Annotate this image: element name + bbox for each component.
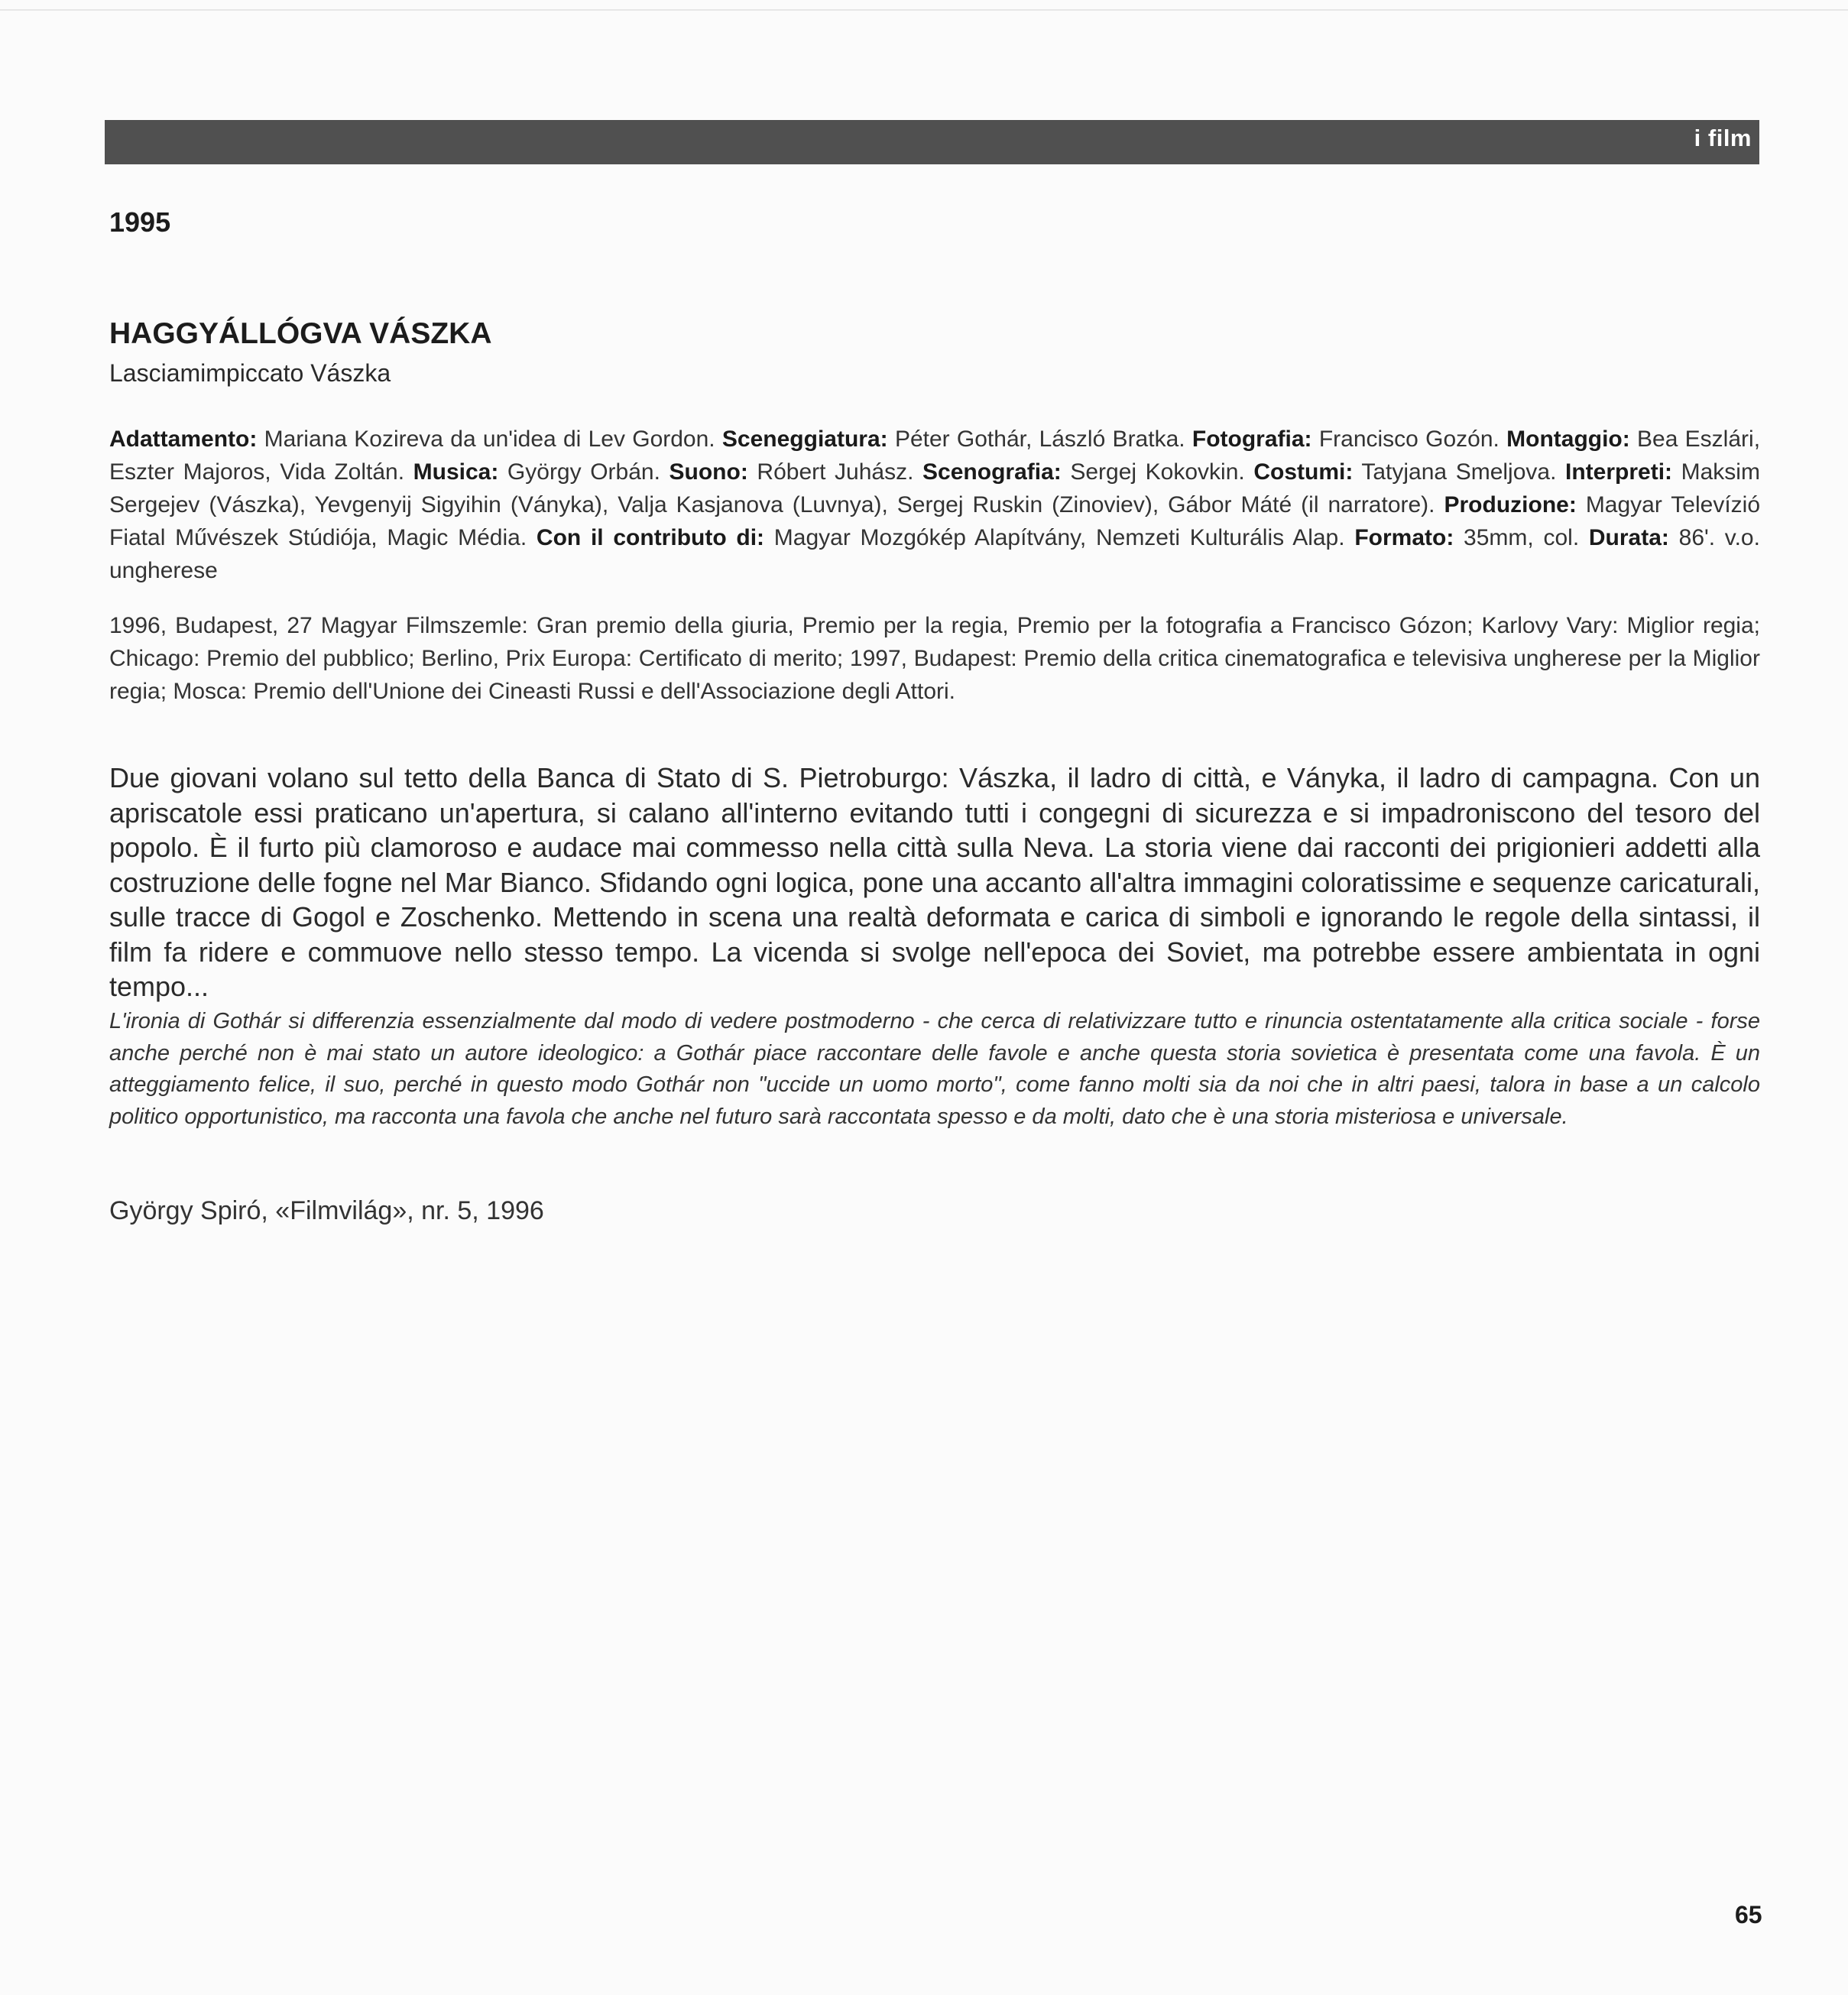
quote-source: György Spiró, «Filmvilág», nr. 5, 1996 (109, 1196, 544, 1225)
credit-value: Maksim Sergejev (Vászka), Yevgenyij Sigyihin (Ványka), Valja Kasjanova (Luvnya), Sergej Ruskin (Zinoviev), Gábor Máté (il narratore). (109, 459, 1760, 517)
credit-value: Tatyjana Smeljova. (1361, 459, 1557, 485)
credit-value: Sergej Kokovkin. (1070, 459, 1245, 485)
credit-value: Magyar Televízió Fiatal Művészek Stúdiója, Magic Média. (109, 492, 1760, 550)
credit-value: Magyar Mozgókép Alapítvány, Nemzeti Kulturális Alap. (773, 525, 1345, 550)
credit-label: Fotografia: (1191, 427, 1312, 452)
top-rule (0, 9, 1848, 11)
credit-label: Suono: (669, 459, 748, 485)
credit-value: 35mm, col. (1464, 525, 1580, 550)
credit-label: Sceneggiatura: (721, 427, 888, 452)
credit-label: Durata: (1588, 525, 1669, 550)
credit-value: György Orbán. (507, 459, 660, 485)
film-subtitle: Lasciamimpiccato Vászka (109, 359, 391, 387)
section-label: i film (1694, 125, 1752, 151)
credit-value: Róbert Juhász. (757, 459, 914, 485)
credit-label: Montaggio: (1506, 427, 1630, 452)
credit-label: Formato: (1354, 525, 1454, 550)
section-header-bar (105, 120, 1759, 164)
film-title: HAGGYÁLLÓGVA VÁSZKA (109, 317, 492, 350)
credit-value: 86'. v.o. ungherese (109, 525, 1760, 583)
credit-label: Produzione: (1444, 492, 1577, 517)
credit-value: Francisco Gozón. (1318, 427, 1499, 452)
credit-label: Musica: (413, 459, 499, 485)
page-number: 65 (1735, 1901, 1762, 1928)
credit-label: Adattamento: (109, 427, 258, 452)
credits-block (109, 423, 1760, 587)
credit-value: Péter Gothár, László Bratka. (894, 427, 1185, 452)
credit-value: Mariana Kozireva da un'idea di Lev Gordon. (264, 427, 715, 452)
credit-label: Interpreti: (1565, 459, 1673, 485)
credit-label: Scenografia: (922, 459, 1062, 485)
awards-paragraph: 1996, Budapest, 27 Magyar Filmszemle: Gran premio della giuria, Premio per la regia, Premio per la fotografia a Francisco Gózon; Karlovy Vary: Miglior regia; Chicago: Premio del pubblico; Berlino, Prix Europa: Certificato di merito; 1997, Budapest: Premio della critica cinematografica e televisiva ungherese per la Miglior regia; Mosca: Premio dell'Unione dei Cineasti Russi e dell'Associazione degli Attori. (109, 613, 1760, 704)
critic-quote: L'ironia di Gothár si differenzia essenzialmente dal modo di vedere postmoderno - che cerca di relativizzare tutto e rinuncia ostentatamente alla critica sociale - forse anche perché non è mai stato un autore ideologico: a Gothár piace raccontare delle favole e anche questa storia sovietica è presentata come una favola. È un atteggiamento felice, il suo, perché in questo modo Gothár non "uccide un uomo morto", come fanno molti sia da noi che in altri paesi, talora in base a un calcolo politico opportunistico, ma racconta una favola che anche nel futuro sarà raccontata spesso e da molti, dato che è una storia misteriosa e universale. (109, 1009, 1760, 1129)
credit-value: Bea Eszlári, Eszter Majoros, Vida Zoltán. (109, 427, 1761, 485)
credit-label: Costumi: (1253, 459, 1354, 485)
film-year: 1995 (109, 206, 171, 238)
credit-label: Con il contributo di: (536, 525, 765, 550)
synopsis-paragraph: Due giovani volano sul tetto della Banca di Stato di S. Pietroburgo: Vászka, il ladro di città, e Ványka, il ladro di campagna. Con un apriscatole essi praticano un'apertura, si calano all'interno evitando tutti i congegni di sicurezza e si impadroniscono del tesoro del popolo. È il furto più clamoroso e audace mai commesso nella città sulla Neva. La storia viene dai racconti dei prigionieri addetti alla costruzione delle fogne nel Mar Bianco. Sfidando ogni logica, pone una accanto all'altra immagini coloratissime e sequenze caricaturali, sulle tracce di Gogol e Zoschenko. Mettendo in scena una realtà deformata e carica di simboli e ignorando le regole della sintassi, il film fa ridere e commuove nello stesso tempo. La vicenda si svolge nell'epoca dei Soviet, ma potrebbe essere ambientata in ogni tempo... (109, 762, 1760, 1002)
